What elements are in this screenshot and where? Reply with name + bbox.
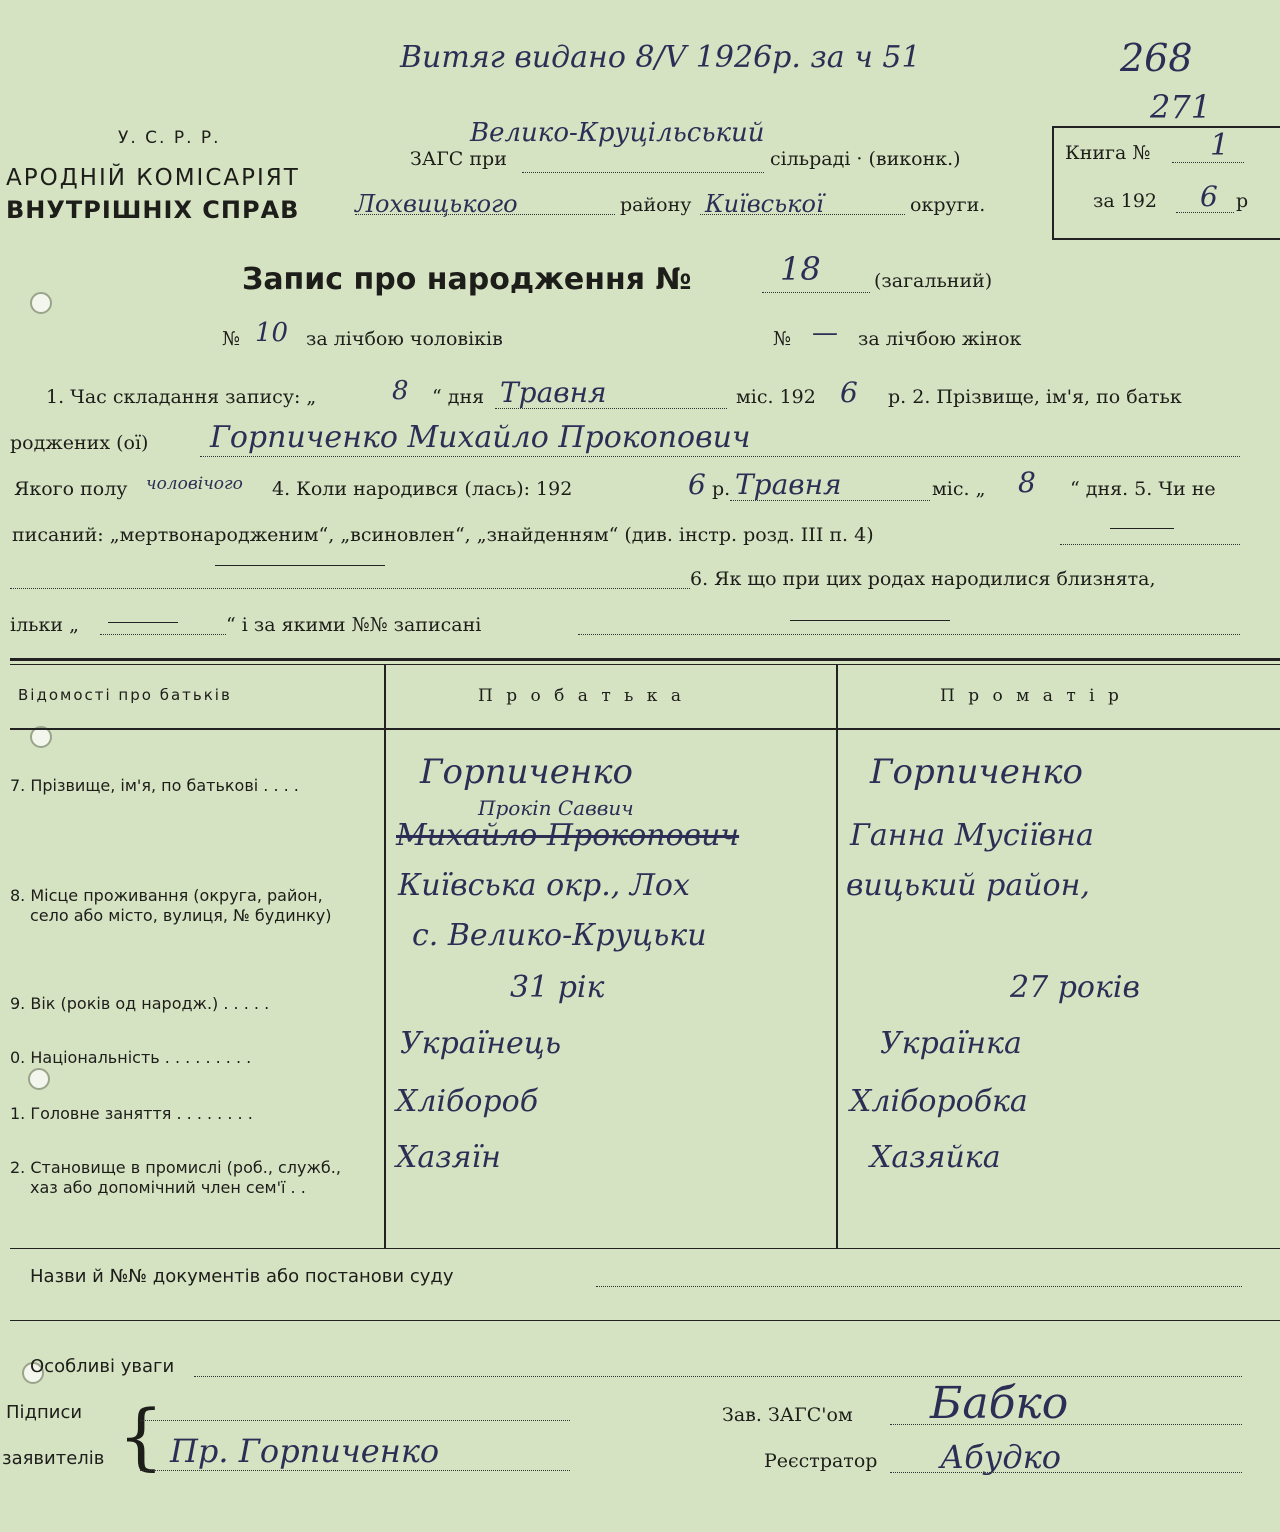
table-header-border	[10, 728, 1280, 730]
okrug-hand: Київської	[705, 190, 824, 218]
line6-count-line	[100, 634, 226, 635]
row-label-nationality: 0. Національність . . . . . . . . .	[10, 1048, 252, 1067]
table-top-border	[10, 658, 1280, 661]
documents-label: Назви й №№ документів або постанови суду	[30, 1266, 454, 1287]
head-signature-line	[890, 1424, 1242, 1425]
table-bottom-border	[10, 1248, 1280, 1249]
men-prefix: №	[222, 328, 240, 350]
top-note: Витяг видано 8/V 1926р. за ч 51	[400, 40, 921, 75]
book-suffix: р	[1236, 190, 1249, 212]
line4-a: писаний: „мертвонародженим“, „всиновлен“, „знайденням“ (див. інстр. розд. III п. 4)	[12, 524, 874, 546]
father-age: 31 рік	[510, 970, 605, 1005]
district-label: району	[620, 194, 692, 216]
father-nationality: Українець	[400, 1026, 562, 1061]
father-surname: Горпиченко	[420, 752, 633, 792]
women-label: за лічбою жінок	[858, 328, 1022, 350]
punch-hole	[30, 292, 52, 314]
book-number: 1	[1210, 128, 1230, 163]
punch-hole	[28, 1068, 50, 1090]
registrar-signature-line	[890, 1472, 1242, 1473]
father-residence-2: с. Велико-Круцьки	[412, 918, 707, 953]
line3-c: р.	[712, 478, 731, 500]
record-number: 18	[780, 250, 821, 288]
mother-residence: вицький район,	[846, 868, 1090, 903]
line1-month: Травня	[500, 376, 607, 409]
line2-line	[200, 456, 1240, 457]
line1-month-line	[495, 408, 727, 409]
record-number-line	[762, 292, 870, 293]
notes-label: Особливі уваги	[30, 1356, 175, 1377]
men-number: 10	[255, 318, 289, 348]
child-sex: чоловічого	[146, 474, 243, 494]
record-suffix: (загальний)	[874, 270, 993, 292]
line3-b: 4. Коли народився (лась): 192	[272, 478, 573, 500]
line3-a: Якого полу	[14, 478, 128, 500]
women-prefix: №	[773, 328, 791, 350]
notes-line	[194, 1376, 1242, 1377]
child-name: Горпиченко Михайло Прокопович	[210, 420, 751, 455]
book-year-label: за 192	[1093, 190, 1157, 212]
mother-position: Хазяйка	[870, 1140, 1001, 1175]
okrug-label: округи.	[910, 194, 986, 216]
row-label-age: 9. Вік (років од народж.) . . . . .	[10, 994, 270, 1013]
row-label-residence-2: село або місто, вулиця, № будинку)	[30, 906, 332, 925]
birth-month: Травня	[735, 468, 842, 501]
signatures-label-1: Підписи	[6, 1402, 83, 1423]
head-label: Зав. ЗАГС'ом	[722, 1404, 853, 1426]
birth-year: 6	[688, 468, 706, 501]
line3-d: міс. „	[932, 478, 986, 500]
republic: У. С. Р. Р.	[118, 128, 221, 148]
mother-surname: Горпиченко	[870, 752, 1083, 792]
table-column-divider	[384, 664, 386, 1248]
signatures-label-2: заявителів	[2, 1448, 105, 1469]
row-label-name: 7. Прізвище, ім'я, по батькові . . . .	[10, 776, 299, 795]
book-label: Книга №	[1065, 142, 1151, 164]
line5-line	[10, 588, 690, 589]
line4-line	[1060, 544, 1240, 545]
line1-day: 8	[392, 376, 409, 406]
mother-given-names: Ганна Мусіївна	[850, 818, 1094, 853]
line1-d: р. 2. Прізвище, ім'я, по батьк	[888, 386, 1182, 408]
mother-occupation: Хліборобка	[850, 1084, 1028, 1119]
line6-a: ільки „	[10, 614, 79, 636]
archive-number: 268	[1120, 36, 1193, 80]
table-column-divider	[836, 664, 838, 1248]
documents-line	[596, 1286, 1242, 1287]
header-father: П р о б а т ь к а	[478, 686, 685, 706]
line3-e: “ дня. 5. Чи не	[1070, 478, 1216, 500]
registrar-label: Реєстратор	[764, 1450, 878, 1472]
women-number: —	[812, 318, 838, 348]
registrar-signature: Абудко	[940, 1438, 1061, 1476]
book-year-line	[1176, 212, 1234, 213]
head-signature: Бабко	[930, 1378, 1069, 1429]
birth-day: 8	[1018, 466, 1036, 499]
signatures-brace: {	[118, 1394, 164, 1478]
zags-suffix: сільраді · (виконк.)	[770, 148, 961, 170]
line6-b: “ і за якими №№ записані	[226, 614, 482, 636]
dash	[215, 565, 385, 566]
book-number-line	[1172, 162, 1244, 163]
zags-village: Велико-Круцільський	[470, 118, 765, 148]
line1-b: “ дня	[432, 386, 485, 408]
table-top-border	[10, 664, 1280, 665]
ministry-line-2: ВНУТРІШНІХ СПРАВ	[6, 196, 300, 224]
mother-nationality: Українка	[880, 1026, 1022, 1061]
district-line	[355, 214, 615, 215]
zags-line	[522, 172, 764, 173]
line3-month-line	[730, 500, 930, 501]
line2-a: роджених (ої)	[10, 432, 149, 454]
mother-age: 27 років	[1010, 970, 1140, 1005]
footer-divider	[10, 1320, 1280, 1321]
line1-c: міс. 192	[736, 386, 816, 408]
line1-year: 6	[840, 376, 858, 409]
father-correction: Прокіп Саввич	[478, 796, 634, 820]
okrug-line	[700, 214, 905, 215]
header-parents: Відомості про батьків	[18, 686, 232, 704]
row-label-occupation: 1. Головне заняття . . . . . . . .	[10, 1104, 253, 1123]
zags-prefix: ЗАГС при	[410, 148, 507, 170]
ministry-line-1: АРОДНІЙ КОМІСАРІЯТ	[6, 165, 300, 191]
dash	[1110, 528, 1174, 529]
row-label-position: 2. Становище в промислі (роб., служб.,	[10, 1158, 341, 1177]
men-label: за лічбою чоловіків	[306, 328, 503, 350]
row-label-position-2: хаз або допомічний член сем'ї . .	[30, 1178, 306, 1197]
header-mother: П р о м а т і р	[940, 686, 1123, 706]
father-given-names: Михайло Прокопович	[396, 818, 740, 853]
line5-a: 6. Як що при цих родах народилися близнята,	[690, 568, 1156, 590]
father-occupation: Хлібороб	[396, 1084, 539, 1119]
book-year-digit: 6	[1200, 180, 1218, 213]
signature-line	[140, 1470, 570, 1471]
father-residence: Київська окр., Лох	[398, 868, 690, 903]
line1-a: 1. Час складання запису: „	[46, 386, 317, 408]
archive-number: 271	[1150, 88, 1212, 126]
record-title: Запис про народження №	[242, 262, 692, 297]
district-hand: Лохвицького	[355, 190, 518, 218]
applicant-signature: Пр. Горпиченко	[170, 1432, 440, 1470]
row-label-residence: 8. Місце проживання (округа, район,	[10, 886, 323, 905]
father-position: Хазяїн	[396, 1140, 501, 1175]
signature-line	[140, 1420, 570, 1421]
dash	[108, 622, 178, 623]
dash	[790, 620, 950, 621]
line6-line	[578, 634, 1240, 635]
